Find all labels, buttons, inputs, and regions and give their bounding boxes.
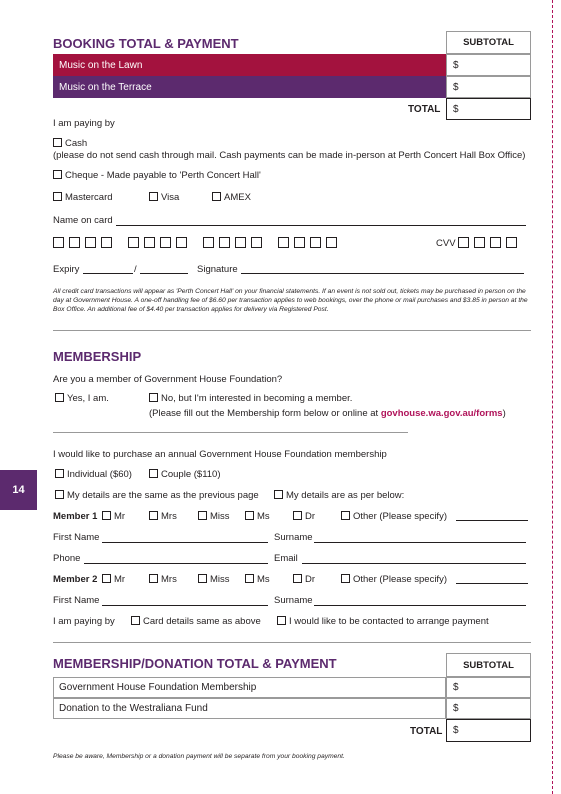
cvv-label: CVV: [436, 238, 456, 249]
mrs-label: Mrs: [161, 511, 177, 522]
other-label: Other (Please specify): [353, 574, 447, 585]
cash-note: (please do not send cash through mail. Cash payments can be made in-person at Perth Concert Hall Box Office): [53, 150, 526, 161]
cash-checkbox[interactable]: [53, 138, 62, 147]
name-on-card-field[interactable]: [116, 225, 526, 226]
donation-row-membership: [53, 677, 446, 698]
amex-checkbox[interactable]: [212, 192, 221, 201]
ms-checkbox[interactable]: [245, 574, 254, 583]
couple-checkbox[interactable]: [149, 469, 158, 478]
donation-total-field[interactable]: [446, 719, 531, 742]
paying-by-label: I am paying by: [53, 118, 115, 129]
same-details-option[interactable]: [55, 490, 259, 501]
expiry-label: Expiry: [53, 264, 80, 275]
mrs-label: Mrs: [161, 574, 177, 585]
visa-option[interactable]: [149, 192, 179, 203]
member2-surname-label: Surname: [274, 595, 313, 606]
member-yes-checkbox[interactable]: [55, 393, 64, 402]
member2-surname-field[interactable]: [314, 605, 526, 606]
section-divider: [53, 330, 531, 331]
forms-link[interactable]: govhouse.wa.gov.au/forms: [380, 408, 503, 419]
card-number-boxes[interactable]: [53, 237, 353, 251]
expiry-month-field[interactable]: [83, 273, 133, 274]
member1-surname-field[interactable]: [314, 542, 526, 543]
miss-label: Miss: [210, 511, 230, 522]
member1-phone-label: Phone: [53, 553, 81, 564]
member1-email-field[interactable]: [302, 563, 526, 564]
member1-title-ms[interactable]: [245, 511, 270, 522]
currency-symbol: $: [453, 81, 459, 93]
note-text-end: ): [502, 408, 506, 419]
donation-row-label: Government House Foundation Membership: [59, 682, 257, 693]
card-same-checkbox[interactable]: [131, 616, 140, 625]
member1-title-mr[interactable]: [102, 511, 125, 522]
expiry-year-field[interactable]: [140, 273, 188, 274]
donation-total-label: TOTAL: [410, 726, 443, 737]
below-details-label: My details are as per below:: [286, 490, 405, 501]
mastercard-option[interactable]: [53, 192, 113, 203]
booking-total-label: TOTAL: [408, 104, 441, 115]
signature-label: Signature: [197, 264, 238, 275]
member2-first-name-label: First Name: [53, 595, 100, 606]
section-divider-2: [53, 642, 531, 643]
member1-phone-field[interactable]: [84, 563, 268, 564]
member1-first-name-field[interactable]: [102, 542, 268, 543]
booking-row-terrace: [53, 76, 446, 98]
contact-label: I would like to be contacted to arrange payment: [289, 616, 489, 627]
member1-title-miss[interactable]: [198, 511, 230, 522]
booking-subtotal-terrace[interactable]: [446, 76, 531, 98]
cvv-boxes[interactable]: [458, 237, 522, 251]
same-details-checkbox[interactable]: [55, 490, 64, 499]
name-on-card-label: Name on card: [53, 215, 113, 226]
booking-title: BOOKING TOTAL & PAYMENT: [53, 36, 239, 51]
member-yes-label: Yes, I am.: [67, 393, 109, 404]
donation-title: MEMBERSHIP/DONATION TOTAL & PAYMENT: [53, 656, 337, 671]
donation-row-fund: [53, 698, 446, 719]
purchase-label: I would like to purchase an annual Government House Foundation membership: [53, 449, 387, 460]
mr-label: Mr: [114, 574, 126, 585]
mr-checkbox[interactable]: [102, 511, 111, 520]
member-no-checkbox[interactable]: [149, 393, 158, 402]
booking-row-lawn: [53, 54, 446, 76]
donation-note: Please be aware, Membership or a donation payment will be separate from your booking payment.: [53, 753, 345, 760]
individual-label: Individual ($60): [67, 469, 132, 480]
member1-title-dr[interactable]: [293, 511, 315, 522]
cheque-option[interactable]: [53, 170, 261, 181]
miss-checkbox[interactable]: [198, 511, 207, 520]
visa-label: Visa: [161, 192, 180, 203]
member1-title-mrs[interactable]: [149, 511, 177, 522]
other-checkbox[interactable]: [341, 511, 350, 520]
member-no-note: [149, 408, 506, 419]
member2-title-miss[interactable]: [198, 574, 230, 585]
member2-label: Member 2: [53, 574, 98, 585]
contact-option[interactable]: [277, 616, 489, 627]
booking-row-label: Music on the Lawn: [59, 59, 143, 71]
dr-label: Dr: [305, 574, 316, 585]
donation-row-label: Donation to the Westraliana Fund: [59, 703, 208, 714]
expiry-separator: /: [134, 264, 137, 275]
member1-surname-label: Surname: [274, 532, 313, 543]
member-yes-option[interactable]: [55, 393, 109, 404]
below-details-option[interactable]: [274, 490, 404, 501]
membership-title: MEMBERSHIP: [53, 349, 142, 364]
page-number-tab: [0, 470, 37, 510]
donation-subtotal-fund[interactable]: [446, 698, 531, 719]
cheque-label: Cheque - Made payable to 'Perth Concert Hall': [65, 170, 261, 181]
currency-symbol: $: [453, 103, 459, 115]
member1-first-name-label: First Name: [53, 532, 100, 543]
member1-label: Member 1: [53, 511, 98, 522]
currency-symbol: $: [453, 59, 459, 71]
member2-title-other[interactable]: [341, 574, 447, 585]
page-number: 14: [12, 484, 25, 496]
amex-option[interactable]: [212, 192, 251, 203]
member2-title-mrs[interactable]: [149, 574, 177, 585]
member1-title-other[interactable]: [341, 511, 447, 522]
dr-checkbox[interactable]: [293, 511, 302, 520]
member2-title-dr[interactable]: [293, 574, 315, 585]
couple-label: Couple ($110): [161, 469, 221, 480]
booking-total-field[interactable]: [446, 98, 531, 120]
booking-subtotal-lawn[interactable]: [446, 54, 531, 76]
card-same-option[interactable]: [131, 616, 261, 627]
individual-checkbox[interactable]: [55, 469, 64, 478]
mastercard-checkbox[interactable]: [53, 192, 62, 201]
membership-paying-by-label: I am paying by: [53, 616, 115, 627]
member-no-option[interactable]: [149, 393, 352, 404]
member1-other-field[interactable]: [456, 520, 528, 521]
amex-label: AMEX: [224, 192, 251, 203]
member-no-label: No, but I'm interested in becoming a member.: [161, 393, 353, 404]
mrs-checkbox[interactable]: [149, 574, 158, 583]
currency-symbol: $: [453, 682, 459, 693]
currency-symbol: $: [453, 725, 459, 736]
same-details-label: My details are the same as the previous page: [67, 490, 259, 501]
donation-subtotal-header: SUBTOTAL: [446, 653, 531, 677]
currency-symbol: $: [453, 703, 459, 714]
cash-label: Cash: [65, 138, 88, 149]
mrs-checkbox[interactable]: [149, 511, 158, 520]
ms-label: Ms: [257, 574, 270, 585]
individual-option[interactable]: [55, 469, 132, 480]
member2-other-field[interactable]: [456, 583, 528, 584]
ms-checkbox[interactable]: [245, 511, 254, 520]
member2-title-mr[interactable]: [102, 574, 125, 585]
card-disclaimer: All credit card transactions will appear as 'Perth Concert Hall' on your financial statements. If an event is not sold out, tickets may be purchased in person on the day at Government House. A one-off handling fee of $6.60 per transaction applies to web bookings, over the phone or mail purchases and $3.85 in person at the Box Office. An additional fee of $4.40 per transaction applies for delivery via Registered Post.: [53, 288, 528, 313]
cheque-checkbox[interactable]: [53, 170, 62, 179]
other-label: Other (Please specify): [353, 511, 447, 522]
member2-title-ms[interactable]: [245, 574, 270, 585]
dr-label: Dr: [305, 511, 316, 522]
miss-label: Miss: [210, 574, 230, 585]
miss-checkbox[interactable]: [198, 574, 207, 583]
donation-subtotal-membership[interactable]: [446, 677, 531, 698]
below-details-checkbox[interactable]: [274, 490, 283, 499]
cut-line: [552, 0, 553, 794]
other-checkbox[interactable]: [341, 574, 350, 583]
membership-divider: [53, 432, 408, 433]
dr-checkbox[interactable]: [293, 574, 302, 583]
member2-first-name-field[interactable]: [102, 605, 268, 606]
booking-subtotal-header: SUBTOTAL: [446, 31, 531, 54]
booking-row-label: Music on the Terrace: [59, 81, 152, 93]
mr-label: Mr: [114, 511, 126, 522]
visa-checkbox[interactable]: [149, 192, 158, 201]
note-text: (Please fill out the Membership form below or online at: [149, 408, 381, 419]
signature-field[interactable]: [241, 273, 524, 274]
ms-label: Ms: [257, 511, 270, 522]
mastercard-label: Mastercard: [65, 192, 113, 203]
mr-checkbox[interactable]: [102, 574, 111, 583]
couple-option[interactable]: [149, 469, 221, 480]
member-question: Are you a member of Government House Foundation?: [53, 374, 283, 385]
contact-checkbox[interactable]: [277, 616, 286, 625]
card-same-label: Card details same as above: [143, 616, 261, 627]
cash-option[interactable]: [53, 138, 87, 149]
member1-email-label: Email: [274, 553, 298, 564]
